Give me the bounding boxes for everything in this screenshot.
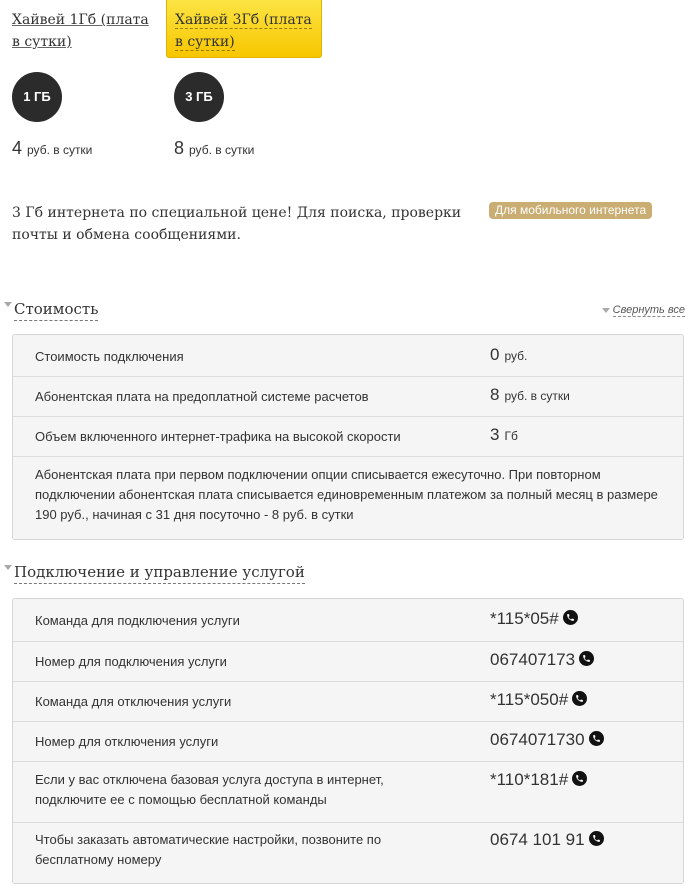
tab-label: Хайвей 1Гб (плата в сутки) [12, 12, 149, 50]
phone-icon[interactable] [572, 691, 587, 706]
tab-highway-3gb[interactable] [166, 0, 322, 58]
row-name: Объем включенного интернет-трафика на высокой скорости [35, 429, 401, 444]
table-row [13, 681, 683, 721]
row-name: Команда для отключения услуги [35, 694, 232, 709]
phone-number[interactable]: 067407173 [490, 650, 594, 670]
manage-section-toggle[interactable] [4, 563, 305, 581]
price-value: 4 [12, 138, 23, 158]
phone-number[interactable]: 0674071730 [490, 730, 604, 750]
section-title: Подключение и управление услугой [14, 563, 305, 584]
table-row [13, 721, 683, 761]
tab-highway-1gb[interactable] [4, 0, 158, 58]
mobile-internet-tag[interactable]: Для мобильного интернета [489, 202, 652, 219]
tab-label: Хайвей 3Гб (плата в сутки) [175, 12, 312, 50]
plan-badge-3gb: 3 ГБ [174, 72, 224, 122]
cost-note: Абонентская плата при первом подключении опции списывается ежесуточно. При повторном подключении абонентская плата списывается единовременным платежом за полный месяц в размере 190 руб., начиная с 31 дня посуточно - 8 руб. в сутки [35, 467, 658, 522]
manage-table [12, 598, 684, 884]
plan-price-1gb [12, 138, 92, 159]
table-row-note [13, 456, 683, 539]
collapse-arrow-icon [602, 308, 610, 313]
phone-icon[interactable] [589, 731, 604, 746]
phone-icon[interactable] [572, 771, 587, 786]
table-row [13, 416, 683, 456]
price-unit: руб. в сутки [189, 143, 255, 157]
phone-number[interactable]: 0674 101 91 [490, 830, 604, 850]
row-name: Абонентская плата на предоплатной системе расчетов [35, 389, 369, 404]
phone-icon[interactable] [563, 610, 578, 625]
cost-section-toggle[interactable] [4, 300, 98, 318]
plan-price-3gb [174, 138, 254, 159]
row-name: Номер для подключения услуги [35, 654, 227, 669]
collapse-arrow-icon [4, 302, 12, 307]
plan-badge-1gb: 1 ГБ [12, 72, 62, 122]
row-value: 8 руб. в сутки [490, 385, 570, 404]
plan-description: 3 Гб интернета по специальной цене! Для поиска, проверки почты и обмена сообщениями. [12, 205, 462, 243]
ussd-code[interactable]: *110*181# [490, 770, 587, 790]
row-value: 0 руб. [490, 345, 528, 364]
row-name: Стоимость подключения [35, 349, 184, 364]
row-name: Чтобы заказать автоматические настройки, позвоните по бесплатному номеру [35, 832, 382, 867]
phone-icon[interactable] [589, 831, 604, 846]
collapse-all-link[interactable]: Свернуть все [602, 304, 685, 316]
row-name: Если у вас отключена базовая услуга доступа в интернет, подключите ее с помощью бесплатной команды [35, 772, 384, 807]
table-row [13, 761, 683, 822]
table-row [13, 335, 683, 376]
table-row [13, 599, 683, 641]
row-name: Номер для отключения услуги [35, 734, 219, 749]
section-title: Стоимость [14, 300, 98, 321]
ussd-code[interactable]: *115*05# [490, 609, 578, 629]
row-value: 3 Гб [490, 425, 518, 444]
phone-icon[interactable] [579, 651, 594, 666]
cost-table [12, 334, 684, 540]
ussd-code[interactable]: *115*050# [490, 690, 587, 710]
price-unit: руб. в сутки [27, 143, 93, 157]
table-row [13, 641, 683, 681]
table-row [13, 822, 683, 883]
table-row [13, 376, 683, 416]
price-value: 8 [174, 138, 185, 158]
row-name: Команда для подключения услуги [35, 613, 240, 628]
collapse-arrow-icon [4, 565, 12, 570]
